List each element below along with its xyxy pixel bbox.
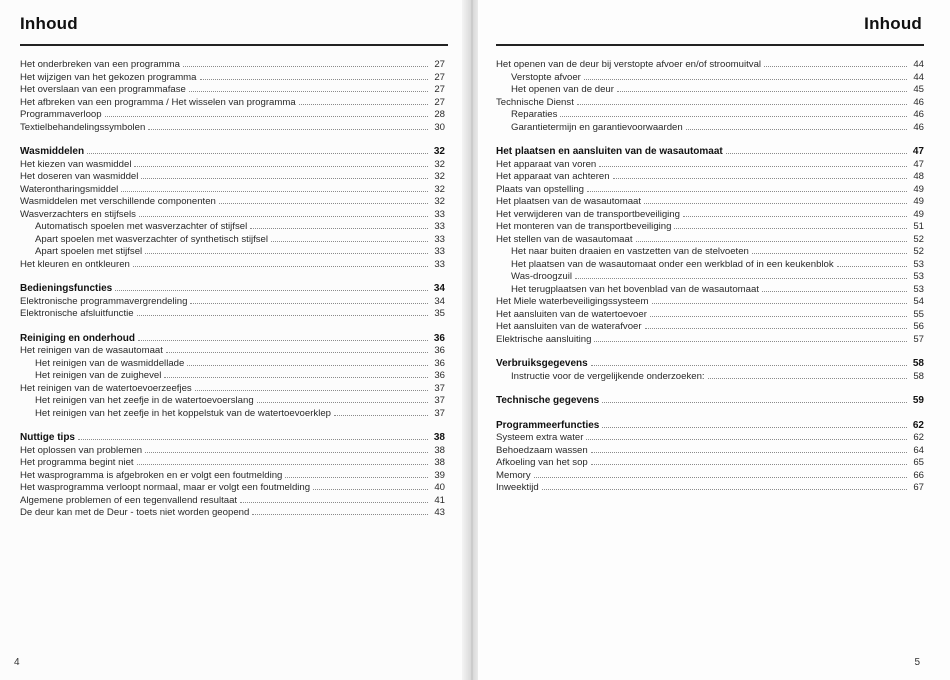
toc-entry xyxy=(20,369,445,382)
toc-entry-label: Systeem extra water xyxy=(496,432,584,443)
dot-leader xyxy=(141,170,428,179)
dot-leader xyxy=(240,494,428,503)
toc-section xyxy=(20,58,445,133)
page-title: Inhoud xyxy=(864,14,922,33)
toc-page-number: 34 xyxy=(434,295,445,307)
toc-entry xyxy=(496,431,924,444)
toc-heading xyxy=(20,332,445,345)
toc-entry-label: Algemene problemen of een tegenvallend resultaat xyxy=(20,494,238,506)
toc-entry xyxy=(496,469,924,482)
toc-page-number: 48 xyxy=(913,171,924,182)
toc-entry-label: Elektrische aansluiting xyxy=(496,333,592,345)
title-rule xyxy=(496,44,924,46)
dot-leader xyxy=(752,245,907,254)
dot-leader xyxy=(542,481,907,490)
dot-leader xyxy=(190,295,428,304)
toc-entry-label: Programmeerfuncties xyxy=(496,419,600,431)
dot-leader xyxy=(674,220,907,229)
toc-page-number: 53 xyxy=(913,283,924,295)
toc-entry xyxy=(496,71,924,84)
toc-entry-label: Het kiezen van wasmiddel xyxy=(20,158,132,170)
toc-entry-label: Behoedzaam wassen xyxy=(496,444,588,456)
toc-entry xyxy=(20,407,445,420)
toc-entry xyxy=(496,83,924,96)
dot-leader xyxy=(257,394,428,403)
toc-page-number: 32 xyxy=(434,183,445,195)
toc-page-number: 38 xyxy=(434,444,445,456)
toc-entry-label: Het verwijderen van de transportbeveiliging xyxy=(496,208,680,220)
toc-entry-label: Het wijzigen van het gekozen programma xyxy=(20,71,197,83)
toc-entry xyxy=(20,108,445,121)
dot-leader xyxy=(334,407,428,416)
dot-leader xyxy=(134,158,428,167)
toc-entry xyxy=(20,183,445,196)
toc-page-number: 57 xyxy=(913,333,924,345)
toc-entry-label: Het kleuren en ontkleuren xyxy=(20,258,130,270)
toc-page-number: 44 xyxy=(913,59,924,70)
toc-entry-label: Het Miele waterbeveiligingssysteem xyxy=(496,296,649,307)
dot-leader xyxy=(586,431,907,440)
toc-page-number: 32 xyxy=(434,196,445,207)
dot-leader xyxy=(183,58,428,67)
toc-entry-label: Het monteren van de transportbeveiliging xyxy=(496,221,672,232)
toc-entry-label: Instructie voor de vergelijkende onderzoeken: xyxy=(511,370,705,382)
toc-page-number: 27 xyxy=(434,96,445,108)
table-of-contents xyxy=(20,58,445,531)
toc-entry-label: Textielbehandelingssymbolen xyxy=(20,121,146,133)
toc-page-number: 53 xyxy=(913,258,924,270)
toc-entry-label: Memory xyxy=(496,469,531,481)
toc-page-number: 54 xyxy=(913,296,924,307)
dot-leader xyxy=(299,96,428,105)
toc-entry-label: Het oplossen van problemen xyxy=(20,444,143,456)
toc-page-number: 55 xyxy=(913,308,924,320)
toc-page-number: 62 xyxy=(913,432,924,443)
toc-page-number: 36 xyxy=(434,345,445,356)
toc-entry xyxy=(496,333,924,346)
toc-entry-label: Nuttige tips xyxy=(20,432,75,443)
toc-section xyxy=(496,419,924,494)
toc-entry-label: Reparaties xyxy=(511,109,558,120)
toc-entry-label: Reiniging en onderhoud xyxy=(20,332,135,344)
dot-leader xyxy=(560,108,907,117)
toc-section xyxy=(20,282,445,320)
dot-leader xyxy=(252,506,428,515)
toc-page-number: 53 xyxy=(913,271,924,282)
toc-entry xyxy=(20,170,445,183)
toc-page-number: 52 xyxy=(913,246,924,257)
toc-heading xyxy=(20,145,445,158)
toc-page-number: 41 xyxy=(434,494,445,506)
toc-page-number: 33 xyxy=(434,221,445,232)
toc-page-number: 62 xyxy=(912,419,924,431)
dot-leader xyxy=(726,145,907,154)
dot-leader xyxy=(602,419,907,428)
dot-leader xyxy=(591,456,907,465)
toc-page-number: 46 xyxy=(913,109,924,120)
page-number: 4 xyxy=(14,657,20,668)
dot-leader xyxy=(602,394,907,403)
dot-leader xyxy=(145,444,428,453)
dot-leader xyxy=(599,158,907,167)
dot-leader xyxy=(87,145,428,154)
toc-entry xyxy=(20,394,445,407)
dot-leader xyxy=(148,121,428,130)
dot-leader xyxy=(137,307,428,316)
toc-entry xyxy=(496,481,924,494)
toc-entry-label: Het openen van de deur xyxy=(511,84,614,95)
toc-page-number: 40 xyxy=(434,482,445,493)
toc-page-number: 49 xyxy=(913,208,924,220)
toc-page-number: 33 xyxy=(434,246,445,257)
toc-page-number: 56 xyxy=(913,321,924,332)
toc-entry xyxy=(20,344,445,357)
toc-entry-label: Technische Dienst xyxy=(496,96,574,108)
toc-page-number: 36 xyxy=(433,332,445,344)
toc-entry-label: Het naar buiten draaien en vastzetten van de stelvoeten xyxy=(511,246,749,257)
toc-entry-label: Apart spoelen met wasverzachter of synthetisch stijfsel xyxy=(35,233,269,245)
toc-entry-label: Garantietermijn en garantievoorwaarden xyxy=(511,121,683,133)
toc-section xyxy=(496,394,924,407)
toc-entry xyxy=(20,195,445,208)
toc-section xyxy=(496,357,924,382)
dot-leader xyxy=(764,58,907,67)
toc-entry-label: Het apparaat van voren xyxy=(496,158,597,170)
toc-page-number: 59 xyxy=(912,395,924,406)
toc-entry-label: Het wasprogramma verloopt normaal, maar er volgt een foutmelding xyxy=(20,482,311,493)
page-number: 5 xyxy=(914,657,920,668)
toc-entry xyxy=(496,456,924,469)
toc-entry xyxy=(496,121,924,134)
dot-leader xyxy=(187,357,428,366)
toc-heading xyxy=(20,282,445,295)
toc-entry-label: Het wasprogramma is afgebroken en er volgt een foutmelding xyxy=(20,469,283,481)
toc-page-number: 33 xyxy=(434,208,445,220)
toc-entry-label: Het reinigen van het zeefje in de watertoevoerslang xyxy=(35,395,254,406)
toc-entry xyxy=(20,208,445,221)
toc-entry xyxy=(496,170,924,183)
toc-section xyxy=(20,332,445,420)
right-page xyxy=(478,0,950,680)
dot-leader xyxy=(164,369,428,378)
toc-page-number: 27 xyxy=(434,59,445,70)
toc-entry-label: Het doseren van wasmiddel xyxy=(20,171,139,182)
dot-leader xyxy=(591,444,907,453)
dot-leader xyxy=(591,357,907,366)
toc-entry-label: Afkoeling van het sop xyxy=(496,457,588,468)
toc-page-number: 43 xyxy=(434,507,445,518)
toc-page-number: 45 xyxy=(913,84,924,95)
dot-leader xyxy=(683,208,907,217)
toc-entry-label: Plaats van opstelling xyxy=(496,183,584,195)
toc-page-number: 46 xyxy=(913,121,924,133)
toc-entry-label: Verstopte afvoer xyxy=(511,71,581,83)
toc-entry xyxy=(496,108,924,121)
dot-leader xyxy=(121,183,428,192)
toc-entry-label: Het reinigen van het zeefje in het koppelstuk van de watertoevoerklep xyxy=(35,407,331,419)
toc-entry-label: Het stellen van de wasautomaat xyxy=(496,233,633,245)
toc-page-number: 33 xyxy=(434,233,445,245)
toc-entry-label: Wasmiddelen met verschillende componenten xyxy=(20,196,216,207)
toc-section xyxy=(496,145,924,345)
toc-entry xyxy=(20,456,445,469)
toc-entry-label: Het reinigen van de wasautomaat xyxy=(20,345,163,356)
toc-page-number: 34 xyxy=(433,283,445,294)
dot-leader xyxy=(189,83,428,92)
dot-leader xyxy=(219,195,428,204)
toc-page-number: 36 xyxy=(434,357,445,369)
toc-entry xyxy=(496,320,924,333)
toc-heading xyxy=(496,357,924,370)
toc-section xyxy=(496,58,924,133)
toc-entry xyxy=(496,96,924,109)
toc-entry-label: Inweektijd xyxy=(496,482,539,493)
toc-page-number: 47 xyxy=(912,146,924,157)
toc-entry-label: Het aansluiten van de watertoevoer xyxy=(496,308,647,320)
dot-leader xyxy=(613,170,907,179)
dot-leader xyxy=(115,282,428,291)
dot-leader xyxy=(644,195,907,204)
toc-page-number: 52 xyxy=(913,233,924,245)
toc-entry-label: Het plaatsen en aansluiten van de wasautomaat xyxy=(496,146,723,157)
toc-heading xyxy=(496,145,924,158)
toc-entry-label: Het programma begint niet xyxy=(20,457,134,468)
toc-page-number: 27 xyxy=(434,71,445,83)
table-of-contents xyxy=(496,58,924,506)
toc-entry xyxy=(20,71,445,84)
dot-leader xyxy=(650,308,907,317)
toc-entry-label: Apart spoelen met stijfsel xyxy=(35,246,143,257)
dot-leader xyxy=(575,270,907,279)
dot-leader xyxy=(686,121,907,130)
toc-entry xyxy=(20,382,445,395)
toc-entry xyxy=(496,283,924,296)
dot-leader xyxy=(577,96,907,105)
toc-entry xyxy=(496,270,924,283)
toc-page-number: 44 xyxy=(913,71,924,83)
toc-entry xyxy=(496,58,924,71)
toc-entry-label: Het overslaan van een programmafase xyxy=(20,84,186,95)
toc-entry-label: De deur kan met de Deur - toets niet worden geopend xyxy=(20,507,250,518)
toc-entry-label: Bedieningsfuncties xyxy=(20,283,113,294)
toc-page-number: 37 xyxy=(434,382,445,394)
dot-leader xyxy=(271,233,428,242)
toc-entry-label: Wasverzachters en stijfsels xyxy=(20,208,136,220)
toc-entry xyxy=(20,220,445,233)
toc-entry xyxy=(20,444,445,457)
toc-page-number: 66 xyxy=(913,469,924,481)
toc-page-number: 47 xyxy=(913,158,924,170)
toc-heading xyxy=(496,394,924,407)
toc-entry-label: Het aansluiten van de waterafvoer xyxy=(496,321,642,332)
dot-leader xyxy=(534,469,907,478)
toc-page-number: 51 xyxy=(913,221,924,232)
toc-entry-label: Het onderbreken van een programma xyxy=(20,59,180,70)
toc-entry xyxy=(20,245,445,258)
toc-entry-label: Het terugplaatsen van het bovenblad van de wasautomaat xyxy=(511,283,760,295)
toc-page-number: 64 xyxy=(913,444,924,456)
toc-entry-label: Het reinigen van de zuighevel xyxy=(35,370,162,381)
toc-entry-label: Automatisch spoelen met wasverzachter of stijfsel xyxy=(35,221,248,232)
toc-entry xyxy=(496,444,924,457)
toc-page-number: 65 xyxy=(913,457,924,468)
toc-entry-label: Elektronische afsluitfunctie xyxy=(20,308,134,319)
dot-leader xyxy=(587,183,907,192)
toc-page-number: 58 xyxy=(913,370,924,382)
toc-heading xyxy=(496,419,924,432)
dot-leader xyxy=(78,431,428,440)
toc-entry-label: Waterontharingsmiddel xyxy=(20,183,119,195)
toc-entry xyxy=(20,158,445,171)
toc-entry xyxy=(496,233,924,246)
toc-entry xyxy=(496,295,924,308)
dot-leader xyxy=(652,295,908,304)
toc-entry xyxy=(496,208,924,221)
toc-page-number: 37 xyxy=(434,395,445,406)
toc-page-number: 30 xyxy=(434,121,445,133)
toc-entry-label: Verbruiksgegevens xyxy=(496,358,588,369)
toc-entry-label: Technische gegevens xyxy=(496,395,600,406)
dot-leader xyxy=(762,283,907,292)
toc-entry xyxy=(20,307,445,320)
dot-leader xyxy=(195,382,428,391)
toc-entry xyxy=(496,245,924,258)
dot-leader xyxy=(645,320,907,329)
toc-page-number: 33 xyxy=(434,258,445,270)
toc-section xyxy=(20,145,445,270)
dot-leader xyxy=(137,456,428,465)
toc-page-number: 35 xyxy=(434,308,445,319)
dot-leader xyxy=(594,333,907,342)
toc-page-number: 39 xyxy=(434,469,445,481)
toc-page-number: 58 xyxy=(912,358,924,369)
dot-leader xyxy=(584,71,907,80)
toc-entry xyxy=(20,58,445,71)
toc-entry xyxy=(496,370,924,383)
dot-leader xyxy=(617,83,907,92)
toc-page-number: 32 xyxy=(434,171,445,182)
toc-entry xyxy=(20,494,445,507)
toc-entry xyxy=(20,83,445,96)
toc-page-number: 38 xyxy=(434,457,445,468)
toc-entry xyxy=(496,158,924,171)
dot-leader xyxy=(250,220,428,229)
toc-page-number: 38 xyxy=(433,432,445,443)
dot-leader xyxy=(139,208,428,217)
dot-leader xyxy=(133,258,428,267)
dot-leader xyxy=(200,71,428,80)
toc-page-number: 49 xyxy=(913,183,924,195)
left-page xyxy=(0,0,470,680)
dot-leader xyxy=(105,108,428,117)
toc-page-number: 49 xyxy=(913,196,924,207)
dot-leader xyxy=(138,332,428,341)
toc-page-number: 37 xyxy=(434,407,445,419)
toc-entry-label: Programmaverloop xyxy=(20,109,102,120)
toc-entry-label: Was-droogzuil xyxy=(511,271,572,282)
toc-page-number: 36 xyxy=(434,370,445,381)
dot-leader xyxy=(166,344,428,353)
page-title: Inhoud xyxy=(20,14,78,33)
toc-entry-label: Het apparaat van achteren xyxy=(496,171,610,182)
dot-leader xyxy=(145,245,428,254)
toc-entry xyxy=(20,357,445,370)
toc-entry xyxy=(20,233,445,246)
dot-leader xyxy=(708,370,907,379)
toc-entry-label: Het plaatsen van de wasautomaat onder een werkblad of in een keukenblok xyxy=(511,258,834,270)
toc-entry xyxy=(20,506,445,519)
toc-entry-label: Elektronische programmavergrendeling xyxy=(20,295,188,307)
toc-entry-label: Het reinigen van de wasmiddellade xyxy=(35,357,185,369)
toc-page-number: 67 xyxy=(913,482,924,493)
toc-entry-label: Het plaatsen van de wasautomaat xyxy=(496,196,642,207)
toc-entry xyxy=(20,481,445,494)
toc-entry xyxy=(20,121,445,134)
toc-section xyxy=(20,431,445,519)
title-rule xyxy=(20,44,448,46)
dot-leader xyxy=(837,258,907,267)
toc-entry xyxy=(496,183,924,196)
dot-leader xyxy=(285,469,428,478)
toc-page-number: 32 xyxy=(434,158,445,170)
toc-entry xyxy=(496,308,924,321)
toc-page-number: 32 xyxy=(433,146,445,157)
toc-page-number: 28 xyxy=(434,109,445,120)
toc-entry-label: Het afbreken van een programma / Het wisselen van programma xyxy=(20,96,296,108)
toc-entry xyxy=(20,295,445,308)
toc-entry xyxy=(20,258,445,271)
toc-entry xyxy=(20,469,445,482)
toc-entry-label: Wasmiddelen xyxy=(20,146,85,157)
toc-entry xyxy=(496,195,924,208)
toc-heading xyxy=(20,431,445,444)
toc-entry xyxy=(496,220,924,233)
toc-entry xyxy=(496,258,924,271)
dot-leader xyxy=(313,481,428,490)
toc-page-number: 46 xyxy=(913,96,924,108)
toc-page-number: 27 xyxy=(434,84,445,95)
dot-leader xyxy=(636,233,907,242)
toc-entry-label: Het reinigen van de watertoevoerzeefjes xyxy=(20,382,192,394)
toc-entry-label: Het openen van de deur bij verstopte afvoer en/of stroomuitval xyxy=(496,59,762,70)
toc-entry xyxy=(20,96,445,109)
